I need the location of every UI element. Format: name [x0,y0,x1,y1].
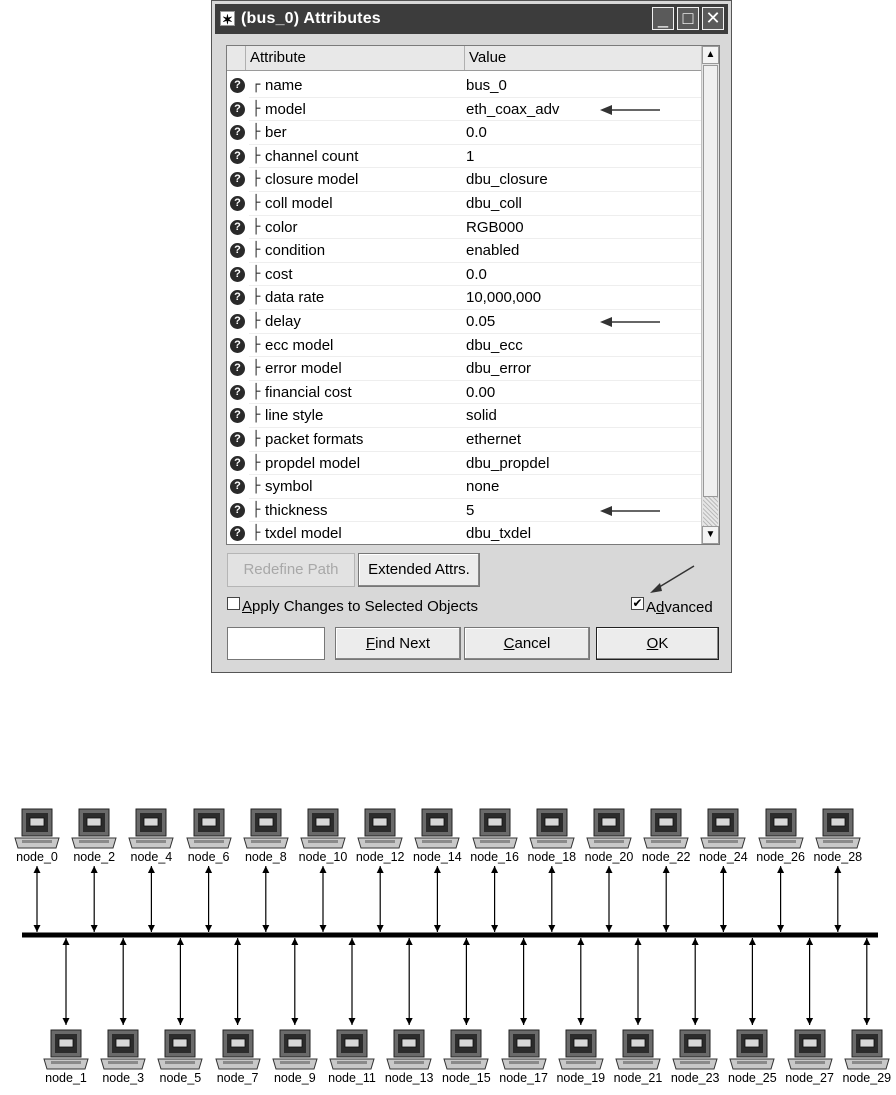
help-icon[interactable]: ? [230,456,245,471]
arrowhead-icon [777,866,784,873]
attribute-name: line style [265,407,324,425]
attribute-value[interactable]: dbu_txdel [466,525,532,543]
attribute-name: coll model [265,194,333,212]
arrowhead-icon [234,1018,241,1025]
node-label: node_22 [641,850,691,864]
arrowhead-icon [349,1018,356,1025]
computer-icon [356,808,404,850]
tree-connector-icon: ├ [252,289,261,306]
attribute-name: propdel model [265,454,361,472]
arrowhead-icon [291,938,298,945]
tree-connector-icon: ├ [252,218,261,235]
computer-icon [385,1029,433,1071]
tree-connector-icon: ├ [252,360,261,377]
tree-connector-icon: ├ [252,383,261,400]
arrowhead-icon [806,1018,813,1025]
computer-icon [843,1029,891,1071]
column-header-attribute[interactable]: Attribute [245,46,464,70]
network-node[interactable] [10,808,64,864]
network-node[interactable] [725,1029,779,1085]
node-label: node_9 [273,1071,316,1085]
attribute-name: ecc model [265,336,334,354]
network-node[interactable] [582,808,636,864]
computer-icon [156,1029,204,1071]
attribute-name: txdel model [265,525,342,543]
network-node[interactable] [783,1029,837,1085]
network-node[interactable] [268,1029,322,1085]
attribute-value[interactable]: 0.00 [466,383,496,401]
tree-connector-icon: ├ [252,124,261,141]
computer-icon [70,808,118,850]
computer-icon [328,1029,376,1071]
network-node[interactable] [525,808,579,864]
arrowhead-icon [749,938,756,945]
advanced-label-start: A [646,599,657,616]
tree-connector-icon: ├ [252,501,261,518]
tree-connector-icon: ├ [252,525,261,542]
table-body [227,74,701,545]
computer-icon [814,808,862,850]
node-label: node_7 [216,1071,259,1085]
computer-icon [528,808,576,850]
computer-icon [642,808,690,850]
arrowhead-icon [34,925,41,932]
arrowhead-icon [120,938,127,945]
help-icon[interactable]: ? [230,432,245,447]
attribute-name: error model [265,360,342,378]
help-icon[interactable]: ? [230,479,245,494]
node-label: node_2 [73,850,116,864]
network-node[interactable] [497,1029,551,1085]
arrowhead-icon [834,925,841,932]
arrowhead-icon [491,925,498,932]
computer-icon [757,808,805,850]
arrowhead-icon [63,1018,70,1025]
advanced-label-end: vanced [664,599,713,616]
ok-button[interactable]: OK [596,627,719,660]
node-label: node_6 [187,850,230,864]
table-row[interactable] [227,168,701,192]
tree-connector-icon: ├ [252,312,261,329]
node-label: node_3 [102,1071,145,1085]
node-label: node_20 [584,850,634,864]
annotation-arrow-icon [600,103,662,117]
computer-icon [42,1029,90,1071]
table-row[interactable] [227,381,701,405]
arrowhead-icon [863,938,870,945]
find-next-button[interactable]: Find Next [335,627,461,660]
attribute-name: model [265,100,306,118]
table-row[interactable] [227,452,701,476]
minimize-button[interactable]: _ [652,7,674,30]
table-row[interactable] [227,192,701,216]
vertical-scrollbar[interactable] [701,46,719,544]
arrowhead-icon [720,925,727,932]
node-label: node_18 [527,850,577,864]
computer-icon [271,1029,319,1071]
node-label: node_15 [442,1071,491,1085]
tree-connector-icon: ├ [252,147,261,164]
arrowhead-icon [577,938,584,945]
attribute-value[interactable]: dbu_error [466,360,532,378]
annotation-arrow-icon [642,561,702,601]
computer-icon [699,808,747,850]
find-input[interactable] [227,627,325,660]
arrowhead-icon [606,925,613,932]
node-label: node_11 [328,1071,376,1085]
apply-changes-label-rest: pply Changes to Selected Objects [252,598,478,615]
maximize-button[interactable]: □ [677,7,699,30]
attribute-value[interactable]: eth_coax_adv [466,100,560,118]
redefine-path-button[interactable]: Redefine Path [227,553,355,587]
computer-icon [614,1029,662,1071]
tree-connector-icon: ┌ [252,77,261,93]
help-icon[interactable]: ? [230,220,245,235]
table-row[interactable] [227,428,701,452]
arrowhead-icon [177,938,184,945]
arrowhead-icon [520,1018,527,1025]
help-icon[interactable]: ? [230,172,245,187]
attribute-name: cost [265,265,293,283]
arrowhead-icon [205,866,212,873]
arrowhead-icon [63,938,70,945]
advanced-label-mnemonic: d [656,599,665,616]
arrowhead-icon [320,925,327,932]
help-icon[interactable]: ? [230,102,245,117]
attribute-value[interactable]: dbu_closure [466,171,548,189]
network-node[interactable] [439,1029,493,1085]
tree-connector-icon: ├ [252,478,261,495]
arrowhead-icon [806,938,813,945]
node-label: node_23 [670,1071,720,1085]
table-row[interactable] [227,98,701,122]
table-row[interactable] [227,357,701,381]
computer-icon [728,1029,776,1071]
arrowhead-icon [377,925,384,932]
table-row[interactable] [227,310,701,334]
arrowhead-icon [635,1018,642,1025]
arrowhead-icon [834,866,841,873]
attribute-table [226,45,720,545]
node-label: node_24 [699,850,748,864]
apply-changes-checkbox[interactable] [227,597,240,610]
help-icon[interactable]: ? [230,267,245,282]
computer-icon [786,1029,834,1071]
network-node[interactable] [39,1029,93,1085]
computer-icon [242,808,290,850]
network-diagram [0,780,896,1095]
arrowhead-icon [91,925,98,932]
help-icon[interactable]: ? [230,149,245,164]
arrowhead-icon [577,1018,584,1025]
attribute-value[interactable]: 0.0 [466,265,487,283]
node-label: node_13 [384,1071,434,1085]
computer-icon [442,1029,490,1071]
table-row[interactable] [227,74,701,98]
network-node[interactable] [554,1029,608,1085]
ok-label: K [658,635,669,652]
arrowhead-icon [520,938,527,945]
arrowhead-icon [320,866,327,873]
arrowhead-icon [34,866,41,873]
attribute-name: thickness [265,501,328,519]
table-row[interactable] [227,475,701,499]
arrowhead-icon [434,866,441,873]
arrowhead-icon [377,866,384,873]
cancel-button[interactable]: Cancel [464,627,590,660]
computer-icon [299,808,347,850]
table-row[interactable] [227,286,701,310]
network-node[interactable] [124,808,178,864]
attribute-value[interactable]: dbu_ecc [466,336,523,354]
tree-connector-icon: ├ [252,242,261,259]
attributes-dialog [211,0,732,673]
network-node[interactable] [353,808,407,864]
computer-icon [557,1029,605,1071]
help-icon[interactable]: ? [230,314,245,329]
network-node[interactable] [382,1029,436,1085]
arrowhead-icon [720,866,727,873]
computer-icon [99,1029,147,1071]
computer-icon [13,808,61,850]
network-node[interactable] [67,808,121,864]
network-node[interactable] [239,808,293,864]
tree-connector-icon: ├ [252,430,261,447]
attribute-value[interactable]: 1 [466,147,475,165]
arrowhead-icon [548,866,555,873]
arrowhead-icon [863,1018,870,1025]
node-label: node_28 [813,850,863,864]
node-label: node_8 [244,850,287,864]
table-row[interactable] [227,145,701,169]
table-row[interactable] [227,499,701,523]
network-node[interactable] [96,1029,150,1085]
arrowhead-icon [663,925,670,932]
attribute-value[interactable]: dbu_propdel [466,454,550,472]
network-node[interactable] [668,1029,722,1085]
arrowhead-icon [635,938,642,945]
node-label: node_5 [159,1071,202,1085]
node-label: node_16 [470,850,519,864]
tree-connector-icon: ├ [252,194,261,211]
attribute-value[interactable]: 5 [466,501,475,519]
computer-icon [585,808,633,850]
attribute-name: condition [265,242,326,260]
arrowhead-icon [491,866,498,873]
tree-connector-icon: ├ [252,265,261,282]
app-icon[interactable]: ✶ [220,11,235,26]
arrowhead-icon [749,1018,756,1025]
arrowhead-icon [148,925,155,932]
attribute-value[interactable]: enabled [466,242,520,260]
node-label: node_4 [130,850,173,864]
arrowhead-icon [349,938,356,945]
computer-icon [127,808,175,850]
arrowhead-icon [434,925,441,932]
help-icon[interactable]: ? [230,196,245,211]
network-node[interactable] [840,1029,894,1085]
arrowhead-icon [606,866,613,873]
network-node[interactable] [639,808,693,864]
help-icon[interactable]: ? [230,385,245,400]
arrowhead-icon [777,925,784,932]
computer-icon [500,1029,548,1071]
network-node[interactable] [410,808,464,864]
find-next-label: ind Next [375,635,431,652]
attribute-name: ber [265,124,287,142]
scroll-thumb[interactable] [703,65,718,497]
table-row[interactable] [227,334,701,358]
arrowhead-icon [234,938,241,945]
column-header-value[interactable]: Value [464,46,701,70]
node-label: node_25 [728,1071,777,1085]
tree-connector-icon: ├ [252,336,261,353]
attribute-name: name [265,77,303,94]
node-label: node_19 [556,1071,606,1085]
computer-icon [671,1029,719,1071]
node-label: node_29 [842,1071,892,1085]
node-label: node_26 [756,850,805,864]
network-node[interactable] [325,1029,379,1085]
table-header [227,46,701,71]
computer-icon [185,808,233,850]
attribute-value[interactable]: 0.0 [466,124,487,142]
network-node[interactable] [811,808,865,864]
close-button[interactable]: ✕ [702,7,724,30]
attribute-value[interactable]: bus_0 [466,77,507,94]
tree-connector-icon: ├ [252,100,261,117]
arrowhead-icon [692,1018,699,1025]
arrowhead-icon [205,925,212,932]
extended-attrs-button[interactable]: Extended Attrs. [358,553,480,587]
computer-icon [413,808,461,850]
help-icon[interactable]: ? [230,243,245,258]
arrowhead-icon [291,1018,298,1025]
help-icon[interactable]: ? [230,78,245,93]
arrowhead-icon [463,938,470,945]
arrowhead-icon [262,866,269,873]
computer-icon [214,1029,262,1071]
help-icon[interactable]: ? [230,503,245,518]
attribute-value[interactable]: solid [466,407,497,425]
node-label: node_10 [298,850,348,864]
network-node[interactable] [611,1029,665,1085]
network-node[interactable] [211,1029,265,1085]
node-label: node_0 [16,850,58,864]
node-label: node_12 [355,850,405,864]
advanced-checkbox[interactable]: ✔ [632,596,643,610]
node-label: node_21 [613,1071,663,1085]
table-row[interactable] [227,121,701,145]
cancel-label: ancel [514,635,551,652]
arrowhead-icon [262,925,269,932]
table-row[interactable] [227,263,701,287]
attribute-name: symbol [265,478,313,496]
dialog-title: (bus_0) Attributes [241,10,381,27]
scroll-up-button[interactable]: ▲ [702,46,719,64]
network-node[interactable] [696,808,750,864]
arrowhead-icon [663,866,670,873]
arrowhead-icon [148,866,155,873]
node-label: node_1 [45,1071,87,1085]
header-help-column [227,46,245,70]
help-icon[interactable]: ? [230,408,245,423]
table-row[interactable] [227,522,701,545]
attribute-value[interactable]: RGB000 [466,218,524,236]
annotation-arrow-icon [600,315,662,329]
help-icon[interactable]: ? [230,290,245,305]
network-node[interactable] [754,808,808,864]
tree-connector-icon: ├ [252,171,261,188]
table-row[interactable] [227,404,701,428]
attribute-value[interactable]: none [466,478,500,496]
arrowhead-icon [406,1018,413,1025]
table-row[interactable] [227,239,701,263]
network-node[interactable] [468,808,522,864]
arrowhead-icon [406,938,413,945]
advanced-label[interactable] [646,599,713,616]
tree-connector-icon: ├ [252,454,261,471]
network-node[interactable] [182,808,236,864]
computer-icon [471,808,519,850]
node-label: node_14 [413,850,462,864]
attribute-name: data rate [265,289,325,307]
attribute-name: financial cost [265,383,352,401]
apply-changes-label[interactable]: Apply Changes to Selected Objects [242,598,478,615]
arrowhead-icon [463,1018,470,1025]
attribute-value[interactable]: 10,000,000 [466,289,542,307]
attribute-value[interactable]: dbu_coll [466,194,522,212]
node-label: node_17 [499,1071,548,1085]
attribute-name: closure model [265,171,359,189]
scroll-track[interactable] [703,497,718,526]
attribute-value[interactable]: 0.05 [466,312,496,330]
attribute-name: channel count [265,147,359,165]
tree-connector-icon: ├ [252,407,261,424]
network-node[interactable] [153,1029,207,1085]
help-icon[interactable]: ? [230,125,245,140]
attribute-value[interactable]: ethernet [466,430,522,448]
attribute-name: color [265,218,298,236]
help-icon[interactable]: ? [230,526,245,541]
title-bar[interactable] [215,4,728,34]
attribute-name: packet formats [265,430,364,448]
node-label: node_27 [785,1071,834,1085]
attribute-name: delay [265,312,301,330]
arrowhead-icon [177,1018,184,1025]
arrowhead-icon [91,866,98,873]
help-icon[interactable]: ? [230,338,245,353]
scroll-down-button[interactable]: ▼ [702,526,719,544]
network-node[interactable] [296,808,350,864]
table-row[interactable] [227,216,701,240]
help-icon[interactable]: ? [230,361,245,376]
arrowhead-icon [548,925,555,932]
arrowhead-icon [120,1018,127,1025]
annotation-arrow-icon [600,504,662,518]
arrowhead-icon [692,938,699,945]
